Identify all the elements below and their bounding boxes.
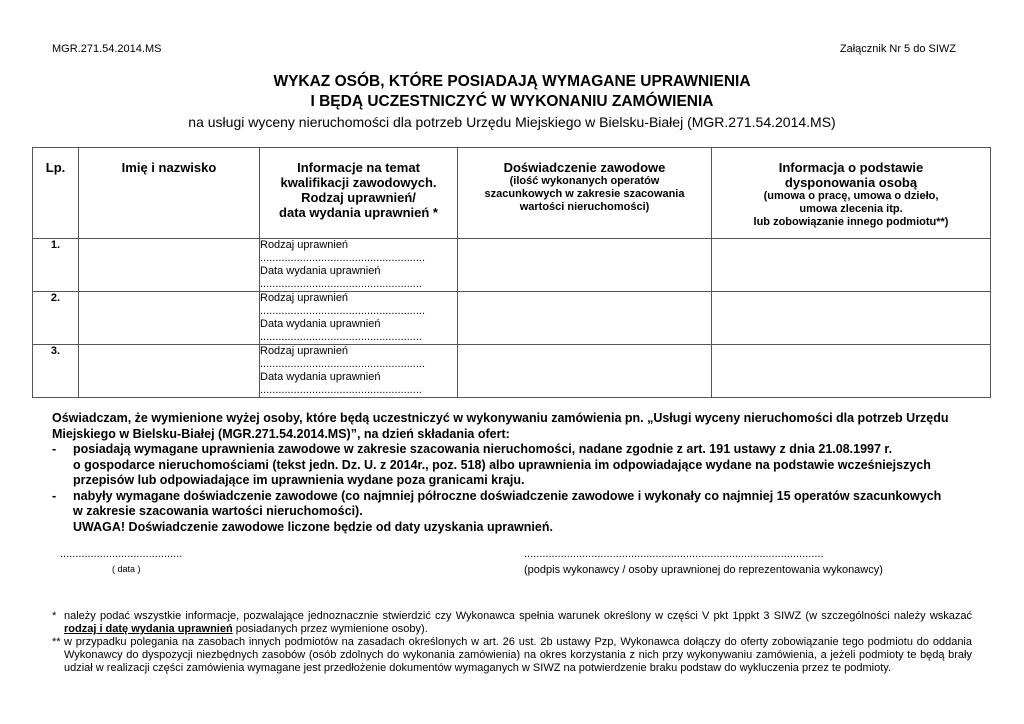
table-header-row <box>33 148 991 239</box>
date-label: ( data ) <box>112 564 141 574</box>
persons-table <box>32 147 991 398</box>
header-lp: Lp. <box>33 148 79 239</box>
header-basis: Informacja o podstawie dysponowania osobą (umowa o pracę, umowa o dzieło, umowa zlecenia itp. lub zobowiązanie innego podmiotu**) <box>712 148 991 239</box>
footnote-1: * należy podać wszystkie informacje, pozwalające jednoznacznie stwierdzić czy Wykonawca spełnia warunek określony w części V pkt 1ppkt 3 SIWZ (w szczególności należy wskazać rodzaj i datę wydania uprawnień posiadanych przez wymienione osoby). <box>52 610 972 635</box>
attachment-label: Załącznik Nr 5 do SIWZ <box>839 43 956 55</box>
qualification-cell[interactable]: Rodzaj uprawnień ...................................................... Data wydania uprawnień ..................................................... <box>260 292 458 345</box>
page-title: WYKAZ OSÓB, KTÓRE POSIADAJĄ WYMAGANE UPRAWNIENIA <box>273 73 751 90</box>
qualification-cell[interactable]: Rodzaj uprawnień ...................................................... Data wydania uprawnień ..................................................... <box>260 345 458 398</box>
table-row <box>33 239 991 292</box>
row-number: 3. <box>33 345 79 398</box>
header-experience: Doświadczenie zawodowe (ilość wykonanych operatów szacunkowych w zakresie szacowania wartości nieruchomości) <box>458 148 712 239</box>
header-qualifications: Informacje na temat kwalifikacji zawodowych. Rodzaj uprawnień/ data wydania uprawnień * <box>260 148 458 239</box>
table-row <box>33 292 991 345</box>
signature-field[interactable]: .................................................................................................. <box>524 548 824 560</box>
document-reference: MGR.271.54.2014.MS <box>52 43 162 55</box>
declaration-bullet-1: - posiadają wymagane uprawnienia zawodowe w zakresie szacowania nieruchomości, nadane zgodnie z art. 191 ustawy z dnia 21.08.1997 r. o gospodarce nieruchomościami (tekst jedn. Dz. U. z 2014r., poz. 518) albo uprawnienia im odpowiadające wydane na podstawie wcześniejszych przepisów lub odpowiadające im uprawnienia wydane poza granicami kraju. <box>52 442 931 487</box>
warning-note: UWAGA! Doświadczenie zawodowe liczone będzie od daty uzyskania uprawnień. <box>73 519 553 534</box>
row-number: 2. <box>33 292 79 345</box>
declaration-bullet-2: - nabyły wymagane doświadczenie zawodowe (co najmniej półroczne doświadczenie zawodowe i wykonały co najmniej 15 operatów szacunkowych w zakresie szacowania wartości nieruchomości). <box>52 488 942 518</box>
name-cell[interactable] <box>79 345 260 398</box>
date-field[interactable]: ........................................ <box>60 548 183 560</box>
experience-cell[interactable] <box>458 345 712 398</box>
page-title-line2: I BĘDĄ UCZESTNICZYĆ W WYKONANIU ZAMÓWIENIA <box>310 93 714 110</box>
table-row <box>33 345 991 398</box>
page-subtitle: na usługi wyceny nieruchomości dla potrzeb Urzędu Miejskiego w Bielsku-Białej (MGR.271.54.2014.MS) <box>188 114 836 130</box>
qualification-cell[interactable]: Rodzaj uprawnień ...................................................... Data wydania uprawnień ..................................................... <box>260 239 458 292</box>
signature-label: (podpis wykonawcy / osoby uprawnionej do reprezentowania wykonawcy) <box>524 564 883 576</box>
name-cell[interactable] <box>79 239 260 292</box>
header-name: Imię i nazwisko <box>79 148 260 239</box>
basis-cell[interactable] <box>712 292 991 345</box>
experience-cell[interactable] <box>458 239 712 292</box>
declaration: Oświadczam, że wymienione wyżej osoby, które będą uczestniczyć w wykonywaniu zamówienia pn. „Usługi wyceny nieruchomości dla potrzeb Urzędu Miejskiego w Bielsku-Białej (MGR.271.54.2014.MS)”, na dzień składania ofert: - posiadają wymagane uprawnienia zawodowe w zakresie szacowania nieruchomości, nadane zgodnie z art. 191 ustawy z dnia 21.08.1997 r. o gospodarce nieruchomościami (tekst jedn. Dz. U. z 2014r., poz. 518) albo uprawnienia im odpowiadające wydane na podstawie wcześniejszych przepisów lub odpowiadające im uprawnienia wydane poza granicami kraju. - nabyły wymagane doświadczenie zawodowe (co najmniej półroczne doświadczenie zawodowe i wykonały co najmniej 15 operatów szacunkowych w zakresie szacowania wartości nieruchomości). UWAGA! Doświadczenie zawodowe liczone będzie od daty uzyskania uprawnień. <box>52 411 972 535</box>
footnotes <box>52 610 972 675</box>
name-cell[interactable] <box>79 292 260 345</box>
footnote-2: ** w przypadku polegania na zasobach innych podmiotów na zasadach określonych w art. 26 ust. 2b ustawy Pzp, Wykonawca dołączy do oferty zobowiązanie tego podmiotu do oddania Wykonawcy do dyspozycji niezbędnych zasobów (osób zdolnych do wykonania zamówienia) na okres korzystania z nich przy wykonywaniu zamówienia, a jeżeli podmioty te będą brały udział w realizacji części zamówienia wymagane jest przedłożenie dokumentów wymaganych w SIWZ na potwierdzenie braku podstaw do wykluczenia przez te podmioty. <box>52 636 972 674</box>
basis-cell[interactable] <box>712 345 991 398</box>
experience-cell[interactable] <box>458 292 712 345</box>
row-number: 1. <box>33 239 79 292</box>
basis-cell[interactable] <box>712 239 991 292</box>
